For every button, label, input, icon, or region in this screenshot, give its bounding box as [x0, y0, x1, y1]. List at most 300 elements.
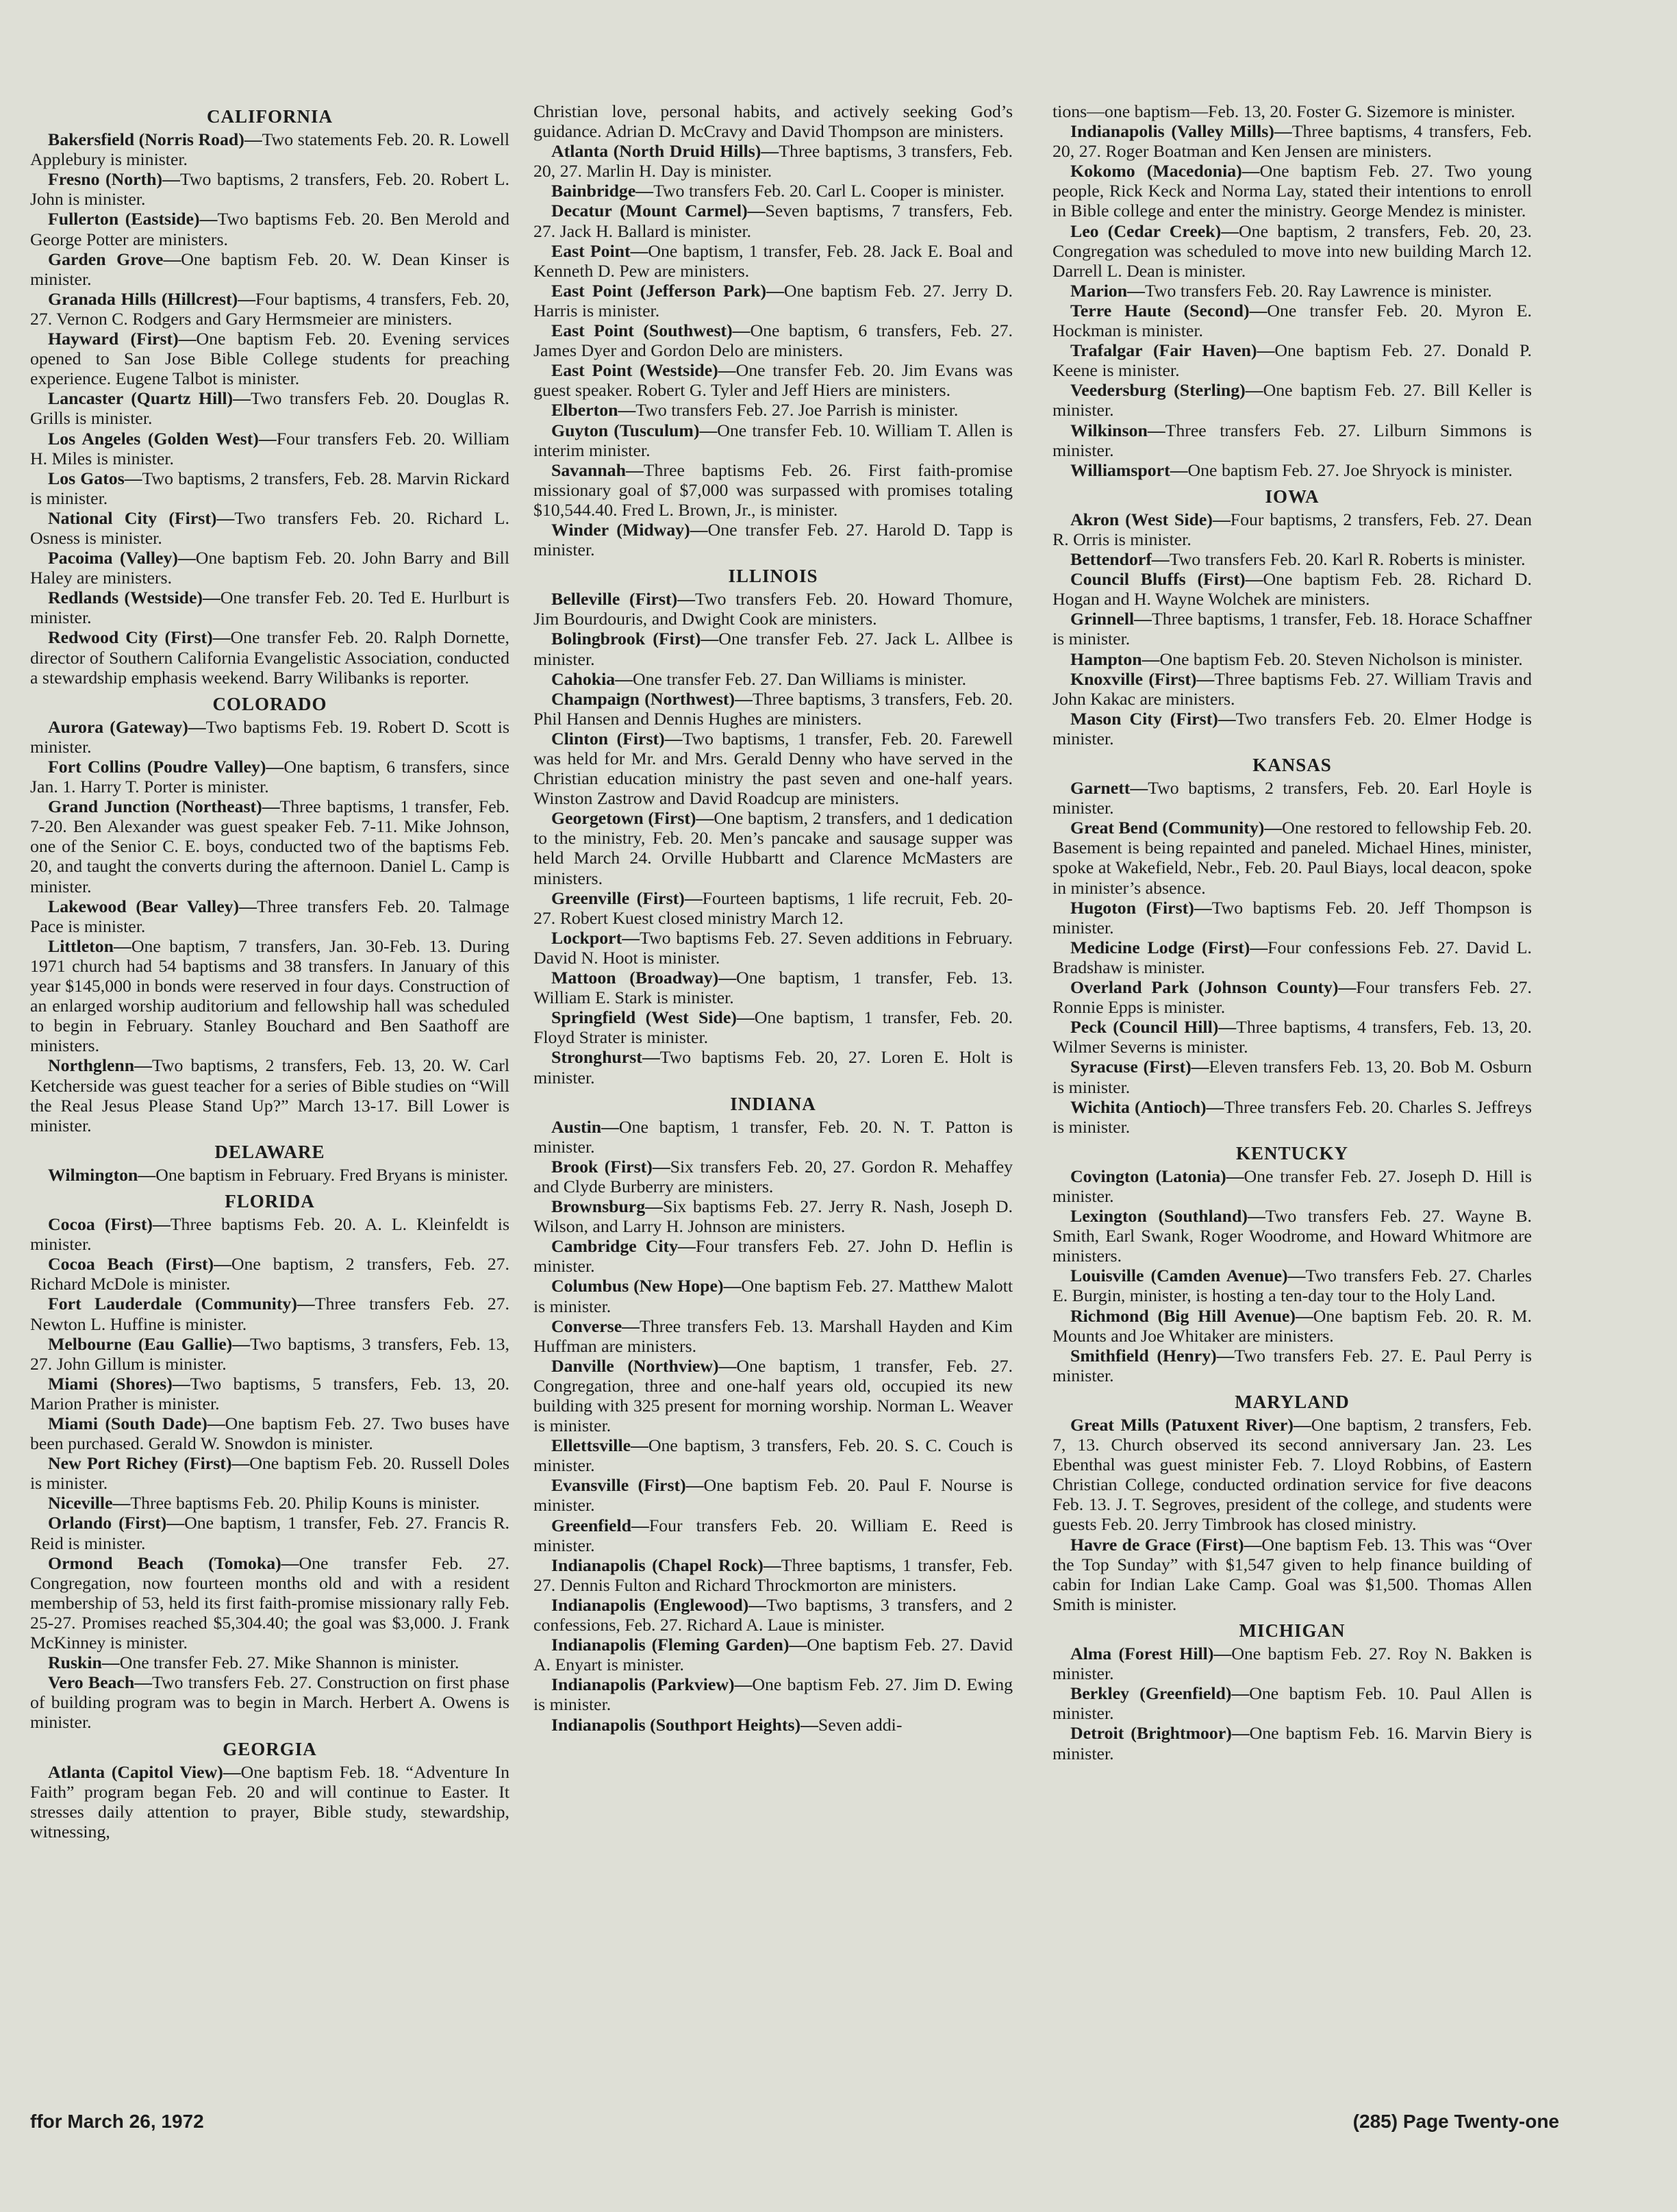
report-text: Three baptisms Feb. 20. A. L. Kleinfeldt is minister.	[30, 1214, 509, 1255]
church-name: Redlands (Westside)	[48, 588, 203, 608]
church-report-entry	[30, 1165, 509, 1185]
church-report-entry	[30, 1672, 509, 1732]
church-report-entry	[533, 589, 1013, 629]
church-report-entry	[1052, 460, 1532, 480]
em-dash: —	[1213, 1644, 1232, 1664]
church-name: Berkley (Greenfield)	[1070, 1683, 1232, 1704]
em-dash: —	[747, 201, 766, 221]
church-name: Havre de Grace (First)	[1070, 1534, 1244, 1555]
report-text: One transfer Feb. 27. Harold D. Tapp is minister.	[533, 519, 1013, 560]
report-text: One baptism Feb. 20. John Barry and Bill Haley are ministers.	[30, 548, 509, 588]
report-text: Two baptisms, 2 transfers, Feb. 28. Marvin Rickard is minister.	[30, 468, 509, 508]
report-text: Two baptisms Feb. 27. Seven additions in February. David N. Hoot is minister.	[533, 927, 1013, 968]
church-report-entry	[30, 1334, 509, 1374]
em-dash: —	[718, 360, 736, 381]
column-1	[30, 101, 509, 1842]
church-report-entry	[533, 181, 1013, 201]
em-dash: —	[1221, 221, 1239, 241]
em-dash: —	[262, 796, 280, 817]
church-name: Springfield (West Side)	[551, 1007, 737, 1028]
report-text: Four transfers Feb. 20. William H. Miles is minister.	[30, 428, 509, 468]
em-dash: —	[239, 896, 257, 916]
report-text: Four baptisms, 2 transfers, Feb. 27. Dean R. Orris is minister.	[1052, 509, 1532, 549]
report-text: One restored to fellowship Feb. 20. Basement is being repainted and paneled. Michael Hines, minister, spoke at Wakefield, Nebr., Feb. 20. Paul Biays, local deacon, spoke in minister’s absence.	[1052, 818, 1533, 898]
church-report-entry	[533, 928, 1013, 968]
em-dash: —	[1130, 778, 1148, 799]
em-dash: —	[1245, 569, 1263, 590]
em-dash: —	[199, 209, 218, 229]
report-text: Two transfers Feb. 27. Construction on first phase of building program was to begin in March. Herbert A. Owens is minister.	[30, 1672, 509, 1733]
church-report-entry	[1052, 1535, 1532, 1614]
church-report-entry	[533, 460, 1013, 520]
church-report-entry	[30, 548, 509, 588]
church-name: Granada Hills (Hillcrest)	[48, 288, 238, 309]
church-name: Miami (Shores)	[48, 1373, 173, 1394]
report-text: Seven baptisms, 7 transfers, Feb. 27. Jack H. Ballard is minister.	[533, 201, 1013, 241]
church-report-entry	[30, 1294, 509, 1333]
report-text: Two baptisms, 2 transfers, Feb. 13, 20. W. Carl Ketcherside was guest teacher for a series of Bible studies on “Will the Real Jesus Please Stand Up?” March 13-17. Bill Lower is minister.	[30, 1055, 509, 1135]
church-report-entry	[1052, 898, 1532, 938]
church-name: Greenfield	[551, 1515, 632, 1535]
report-text: Two transfers Feb. 20. Karl R. Roberts is minister.	[1169, 549, 1526, 570]
em-dash: —	[216, 507, 235, 528]
report-text: One baptism Feb. 27. Two young people, Rick Keck and Norma Lay, stated their intentions to enroll in Bible college and enter the ministry. George Mendez is minister.	[1052, 161, 1532, 221]
church-report-entry	[1052, 778, 1532, 818]
report-text: Three transfers Feb. 13. Marshall Hayden and Kim Huffman are ministers.	[533, 1316, 1013, 1356]
church-name: Champaign (Northwest)	[551, 688, 735, 709]
church-name: Fullerton (Eastside)	[48, 209, 200, 229]
church-report-entry	[1052, 420, 1532, 460]
em-dash: —	[258, 428, 277, 449]
church-report-entry	[1052, 1306, 1532, 1346]
state-heading: COLORADO	[212, 693, 327, 714]
church-name: Orlando (First)	[48, 1513, 167, 1533]
church-report-entry	[1052, 609, 1532, 649]
church-name: Cambridge City	[551, 1236, 679, 1257]
em-dash: —	[1191, 1057, 1209, 1077]
state-heading: ILLINOIS	[728, 566, 818, 587]
church-report-entry	[533, 1516, 1013, 1555]
report-text: Two baptisms, 1 transfer, Feb. 20. Farewell was held for Mr. and Mrs. Gerald Denny who have served in the Christian education ministry the past seven and one-half years. Winston Zastrow and David Roadcup are ministers.	[533, 728, 1013, 809]
em-dash: —	[223, 1761, 241, 1782]
church-report-entry	[533, 1475, 1013, 1515]
em-dash: —	[1226, 1166, 1244, 1186]
report-text: One baptism Feb. 27. Jerry D. Harris is minister.	[533, 280, 1013, 321]
church-report-entry	[30, 508, 509, 548]
em-dash: —	[1206, 1096, 1224, 1117]
church-name: Great Mills (Patuxent River)	[1070, 1415, 1294, 1435]
church-name: National City (First)	[48, 507, 217, 528]
church-name: Brook (First)	[551, 1156, 653, 1177]
report-text: One transfer Feb. 27. Jack L. Allbee is minister.	[533, 629, 1013, 669]
em-dash: —	[101, 1652, 120, 1673]
report-text: One baptism Feb. 27. Jim D. Ewing is minister.	[533, 1674, 1013, 1715]
report-text: Four transfers Feb. 20. William E. Reed is minister.	[533, 1515, 1013, 1555]
em-dash: —	[677, 589, 696, 609]
report-text: Two transfers Feb. 20. Ray Lawrence is minister.	[1144, 280, 1492, 301]
church-name: Niceville	[48, 1493, 113, 1513]
church-name: Council Bluffs (First)	[1070, 569, 1246, 590]
church-report-entry	[30, 1214, 509, 1254]
em-dash: —	[162, 169, 180, 190]
em-dash: —	[1257, 340, 1275, 361]
report-text: Two transfers Feb. 27. Wayne B. Smith, Earl Swank, Roger Woodrome, and Howard Whitmore are ministers.	[1052, 1206, 1532, 1266]
report-text: One baptism, 1 transfer, Feb. 13. William E. Stark is minister.	[533, 968, 1013, 1008]
em-dash: —	[238, 288, 255, 309]
report-text: One transfer Feb. 20. Jim Evans was guest speaker. Robert G. Tyler and Jeff Hiers are ministers.	[533, 360, 1013, 401]
report-text: Two transfers Feb. 20. Elmer Hodge is minister.	[1052, 708, 1532, 749]
report-text: Two transfers Feb. 20. Howard Thomure, Jim Bourdouris, and Dwight Cook are ministers.	[533, 589, 1013, 629]
church-name: Richmond (Big Hill Avenue)	[1070, 1305, 1296, 1326]
report-text: Six transfers Feb. 20, 27. Gordon R. Mehaffey and Clyde Burberry are ministers.	[533, 1156, 1013, 1196]
church-report-entry	[533, 281, 1013, 321]
church-report-entry	[1052, 1266, 1532, 1305]
church-name: Guyton (Tusculum)	[551, 420, 700, 440]
church-report-entry	[1052, 121, 1532, 161]
em-dash: —	[1244, 1534, 1262, 1555]
report-text: One baptism Feb. 20. Paul F. Nourse is minister.	[533, 1475, 1013, 1516]
em-dash: —	[177, 548, 196, 568]
church-report-entry	[30, 388, 509, 428]
church-name: Smithfield (Henry)	[1070, 1345, 1217, 1366]
em-dash: —	[678, 1236, 696, 1257]
church-name: Medicine Lodge (First)	[1070, 937, 1250, 957]
em-dash: —	[1134, 609, 1152, 629]
em-dash: —	[748, 1594, 767, 1615]
state-heading: MARYLAND	[1235, 1391, 1350, 1412]
em-dash: —	[1218, 1017, 1237, 1038]
report-text: One baptism, 1 transfer, Feb. 27. Francis R. Reid is minister.	[30, 1513, 510, 1553]
church-report-entry	[30, 1553, 509, 1652]
report-text: One transfer Feb. 10. William T. Allen is interim minister.	[533, 420, 1013, 460]
em-dash: —	[690, 519, 708, 540]
church-name: Williamsport	[1070, 460, 1170, 480]
church-report-entry	[1052, 1723, 1532, 1763]
church-report-entry	[533, 689, 1013, 729]
em-dash: —	[642, 1047, 660, 1068]
church-name: Indianapolis (Southport Heights)	[551, 1714, 801, 1735]
report-text: Two baptisms Feb. 20. Ben Merold and George Potter are ministers.	[30, 209, 509, 249]
church-name: Georgetown (First)	[551, 808, 696, 829]
em-dash: —	[1295, 1305, 1313, 1326]
church-name: Knoxville (First)	[1070, 668, 1197, 689]
em-dash: —	[134, 1055, 152, 1076]
church-name: Vero Beach	[48, 1672, 135, 1693]
church-report-entry	[1052, 340, 1532, 380]
church-name: Marion	[1070, 280, 1128, 301]
church-name: East Point (Westside)	[551, 360, 718, 381]
church-name: Cahokia	[551, 668, 616, 689]
church-report-entry	[533, 1196, 1013, 1236]
church-report-entry	[1052, 1057, 1532, 1096]
em-dash: —	[701, 629, 719, 649]
em-dash: —	[153, 1214, 171, 1235]
church-name: Lexington (Southland)	[1070, 1206, 1248, 1227]
em-dash: —	[718, 1355, 737, 1376]
report-text: Three transfers Feb. 20. Charles S. Jeffreys is minister.	[1052, 1096, 1533, 1137]
church-name: Fresno (North)	[48, 169, 163, 190]
report-text: One baptism Feb. 27. Two buses have been purchased. Gerald W. Snowdon is minister.	[30, 1413, 509, 1454]
church-name: Bakersfield (Norris Road)	[48, 129, 244, 150]
church-report-entry	[533, 1316, 1013, 1356]
report-text: Three baptisms, 4 transfers, Feb. 20, 27. Roger Boatman and Ken Jensen are ministers.	[1052, 121, 1532, 162]
footer-page-number: (285) Page Twenty-one	[1352, 2111, 1559, 2132]
state-heading: FLORIDA	[225, 1190, 315, 1211]
church-name: Ellettsville	[551, 1435, 631, 1456]
report-text: Two baptisms, 2 transfers, Feb. 20. Robert L. John is minister.	[30, 169, 509, 210]
em-dash: —	[1196, 668, 1215, 689]
state-heading: DELAWARE	[214, 1141, 325, 1162]
church-name: Cocoa (First)	[48, 1214, 153, 1235]
church-report-entry	[533, 1276, 1013, 1316]
church-report-entry	[533, 629, 1013, 668]
church-name: Wilkinson	[1070, 420, 1148, 440]
church-name: Miami (South Dade)	[48, 1413, 207, 1433]
church-name: Lakewood (Bear Valley)	[48, 896, 240, 916]
church-name: Kokomo (Macedonia)	[1070, 161, 1242, 181]
report-text: Three baptisms Feb. 20. Philip Kouns is minister.	[130, 1493, 480, 1513]
em-dash: —	[1231, 1723, 1250, 1744]
report-text: One transfer Feb. 27. Dan Williams is minister.	[632, 668, 967, 689]
em-dash: —	[763, 1555, 781, 1575]
church-name: Indianapolis (Parkview)	[551, 1674, 735, 1695]
church-report-entry	[1052, 1166, 1532, 1206]
church-name: Redwood City (First)	[48, 627, 213, 648]
em-dash: —	[203, 588, 220, 608]
report-text: One baptism, 2 transfers, Feb. 20, 23. Congregation was scheduled to move into new building March 12. Darrell L. Dean is minister.	[1052, 221, 1532, 281]
church-report-entry	[1052, 1346, 1532, 1385]
church-name: Winder (Midway)	[551, 519, 690, 540]
church-report-entry	[533, 141, 1013, 181]
church-name: Wilmington	[48, 1164, 138, 1185]
church-name: Atlanta (North Druid Hills)	[551, 141, 761, 162]
church-name: Syracuse (First)	[1070, 1057, 1191, 1077]
em-dash: —	[134, 1672, 153, 1693]
church-name: Elberton	[551, 400, 618, 420]
church-report-entry	[1052, 649, 1532, 669]
report-text: One transfer Feb. 27. Mike Shannon is minister.	[119, 1652, 459, 1673]
church-report-entry	[533, 968, 1013, 1007]
church-report-entry	[533, 1047, 1013, 1087]
em-dash: —	[214, 1254, 231, 1274]
report-text: One baptism, 6 transfers, Feb. 27. James Dyer and Gordon Delo are ministers.	[533, 321, 1013, 361]
church-report-entry	[533, 888, 1013, 928]
report-text: One baptism Feb. 20. Russell Doles is minister.	[30, 1453, 510, 1494]
report-text: Three baptisms, 3 transfers, Feb. 20, 27. Marlin H. Day is minister.	[533, 141, 1013, 181]
column-2	[533, 101, 1013, 1735]
church-report-entry	[533, 1007, 1013, 1047]
church-name: Terre Haute (Second)	[1070, 300, 1250, 321]
report-text: Three baptisms Feb. 26. First faith-promise missionary goal of $7,000 was surpassed with promises totaling $10,544.40. Fred L. Brown, Jr., is minister.	[533, 460, 1013, 520]
em-dash: —	[734, 1674, 753, 1695]
report-text: Two transfers Feb. 20. Carl L. Cooper is minister.	[653, 181, 1005, 201]
em-dash: —	[1249, 300, 1268, 321]
em-dash: —	[766, 280, 784, 301]
em-dash: —	[789, 1635, 807, 1655]
em-dash: —	[684, 888, 703, 908]
church-name: Melbourne (Eau Gallie)	[48, 1333, 233, 1354]
church-report-entry	[1052, 977, 1532, 1017]
church-report-entry	[30, 1453, 509, 1493]
church-report-entry	[1052, 510, 1532, 549]
church-name: Great Bend (Community)	[1070, 818, 1265, 838]
church-name: Bainbridge	[551, 181, 636, 201]
church-report-entry	[30, 1493, 509, 1513]
church-report-entry	[1052, 301, 1532, 340]
report-text: One baptism Feb. 18. “Adventure In Faith” program began Feb. 20 and will continue to Easter. It stresses daily attention to prayer, Bible study, stewardship, witnessing,	[30, 1761, 510, 1842]
em-dash: —	[172, 1373, 190, 1394]
report-text: One baptism Feb. 20. Steven Nicholson is minister.	[1159, 649, 1523, 669]
church-report-entry	[1052, 221, 1532, 281]
em-dash: —	[652, 1156, 670, 1177]
report-text: Two baptisms Feb. 19. Robert D. Scott is minister.	[30, 716, 509, 757]
em-dash: —	[266, 757, 284, 777]
footer-issue-date: ffor March 26, 1972	[30, 2111, 204, 2132]
report-text: One baptism in February. Fred Bryans is minister.	[155, 1164, 509, 1185]
church-report-entry	[30, 896, 509, 936]
church-report-entry	[30, 1762, 509, 1842]
state-heading: KENTUCKY	[1235, 1142, 1348, 1164]
em-dash: —	[1218, 708, 1236, 729]
church-report-entry	[533, 1117, 1013, 1157]
church-report-entry	[1052, 1097, 1532, 1137]
em-dash: —	[1264, 818, 1283, 838]
em-dash: —	[1293, 1415, 1311, 1435]
church-report-entry	[1052, 669, 1532, 709]
church-name: Louisville (Camden Avenue)	[1070, 1266, 1288, 1286]
church-name: Belleville (First)	[551, 589, 678, 609]
church-name: Aurora (Gateway)	[48, 716, 188, 737]
em-dash: —	[601, 1116, 619, 1137]
em-dash: —	[622, 1316, 640, 1336]
report-text: One baptism Feb. 27. Roy N. Bakken is minister.	[1052, 1644, 1532, 1684]
church-name: Stronghurst	[551, 1047, 642, 1068]
church-report-entry	[30, 796, 509, 896]
em-dash: —	[761, 141, 779, 162]
church-report-entry	[30, 1055, 509, 1135]
report-text: Seven addi-	[818, 1714, 903, 1735]
church-name: New Port Richey (First)	[48, 1453, 232, 1474]
report-text: One baptism Feb. 13. This was “Over the Top Sunday” with $1,547 given to help finance building of cabin for Indian Lake Camp. Goal was $1,500. Thomas Allen Smith is minister.	[1052, 1534, 1532, 1614]
report-text: One baptism Feb. 27. Matthew Malott is minister.	[533, 1276, 1013, 1316]
church-report-entry	[533, 321, 1013, 360]
church-name: Converse	[551, 1316, 622, 1336]
report-text: One baptism, 1 transfer, Feb. 27. Congregation, three and one-half years old, occupied its new building with 325 present for morning worship. Norman L. Weaver is minister.	[533, 1355, 1013, 1436]
em-dash: —	[212, 627, 231, 648]
church-report-entry	[1052, 161, 1532, 221]
church-report-entry	[30, 249, 509, 289]
em-dash: —	[1241, 161, 1260, 181]
report-text: One baptism Feb. 28. Richard D. Hogan and H. Wayne Wolchek are ministers.	[1052, 569, 1532, 609]
em-dash: —	[178, 329, 197, 349]
church-report-entry	[533, 1236, 1013, 1276]
report-text: Three transfers Feb. 20. Talmage Pace is minister.	[30, 896, 509, 936]
em-dash: —	[166, 1513, 185, 1533]
report-text: Two transfers Feb. 27. Charles E. Burgin, minister, is hosting a ten-day tour to the Holy Land.	[1052, 1266, 1532, 1306]
report-text: One baptism Feb. 20. R. M. Mounts and Joe Whitaker are ministers.	[1052, 1305, 1533, 1346]
em-dash: —	[615, 668, 633, 689]
church-report-entry	[533, 1674, 1013, 1714]
church-report-entry	[30, 936, 509, 1056]
state-heading: MICHIGAN	[1239, 1620, 1346, 1641]
church-report-entry	[30, 1413, 509, 1453]
report-text: One baptism Feb. 10. Paul Allen is minister.	[1052, 1683, 1532, 1724]
em-dash: —	[114, 935, 131, 956]
church-report-entry	[533, 1435, 1013, 1475]
church-report-entry	[1052, 938, 1532, 977]
church-report-entry	[1052, 1644, 1532, 1683]
em-dash: —	[163, 249, 181, 269]
church-name: Ormond Beach (Tomoka)	[48, 1553, 281, 1573]
em-dash: —	[718, 968, 736, 988]
church-name: Pacoima (Valley)	[48, 548, 178, 568]
report-text: One baptism, 2 transfers, and 1 dedication to the ministry, Feb. 20. Men’s pancake and sausage supper was held March 24. Orville Hubbartt and Clarence McMasters are ministers.	[533, 808, 1013, 888]
church-name: Austin	[551, 1116, 602, 1137]
em-dash: —	[1247, 1206, 1265, 1227]
church-report-entry	[30, 1652, 509, 1672]
report-text: Fourteen baptisms, 1 life recruit, Feb. 20-27. Robert Kuest closed ministry March 12.	[533, 888, 1013, 928]
church-report-entry	[30, 588, 509, 627]
church-report-entry	[1052, 709, 1532, 749]
church-report-entry	[1052, 1683, 1532, 1723]
church-report-entry	[30, 1254, 509, 1294]
report-text: Three baptisms, 1 transfer, Feb. 18. Horace Schaffner is minister.	[1052, 609, 1532, 649]
em-dash: —	[618, 400, 636, 420]
church-report-entry	[1052, 1206, 1532, 1266]
column-3	[1052, 101, 1532, 1763]
report-text: Three transfers Feb. 27. Lilburn Simmons is minister.	[1052, 420, 1532, 460]
report-text: One baptism, 1 transfer, Feb. 20. N. T. Patton is minister.	[533, 1116, 1013, 1157]
church-name: Detroit (Brightmoor)	[1070, 1723, 1232, 1744]
report-text: One baptism, 1 transfer, Feb. 20. Floyd Strater is minister.	[533, 1007, 1013, 1048]
em-dash: —	[625, 460, 644, 480]
church-report-entry	[1052, 380, 1532, 420]
report-text: One transfer Feb. 20. Ralph Dornette, director of Southern California Evangelistic Association, conducted a stewardship emphasis weekend. Barry Wilibanks is reporter.	[30, 627, 509, 688]
church-report-entry	[533, 520, 1013, 560]
church-report-entry	[30, 1513, 509, 1553]
church-name: Trafalgar (Fair Haven)	[1070, 340, 1257, 361]
report-text: Two baptisms, 3 transfers, and 2 confessions, Feb. 27. Richard A. Laue is minister.	[533, 1594, 1013, 1635]
church-report-entry	[30, 169, 509, 209]
report-text: One baptism Feb. 16. Marvin Biery is minister.	[1052, 1723, 1532, 1763]
church-report-entry	[30, 627, 509, 687]
church-report-entry	[533, 420, 1013, 460]
em-dash: —	[1151, 549, 1170, 570]
church-name: Hayward (First)	[48, 329, 179, 349]
church-report-entry	[1052, 1017, 1532, 1057]
church-name: Northglenn	[48, 1055, 135, 1076]
church-name: Littleton	[48, 935, 114, 956]
report-text: Two statements Feb. 20. R. Lowell Applebury is minister.	[30, 129, 509, 170]
entry-continuation: tions—one baptism—Feb. 13, 20. Foster G. Sizemore is minister.	[1052, 101, 1515, 121]
em-dash: —	[1231, 1683, 1250, 1704]
report-text: Three baptisms Feb. 27. William Travis and John Kakac are ministers.	[1052, 668, 1532, 709]
em-dash: —	[1245, 380, 1263, 401]
report-text: One transfer Feb. 20. Myron E. Hockman is minister.	[1052, 300, 1532, 341]
report-text: Three baptisms, 1 transfer, Feb. 27. Dennis Fulton and Richard Throckmorton are ministers.	[533, 1555, 1013, 1595]
report-text: One baptism, 2 transfers, Feb. 27. Richard McDole is minister.	[30, 1254, 509, 1294]
church-name: Mattoon (Broadway)	[551, 968, 719, 988]
report-text: One baptism Feb. 20. W. Dean Kinser is minister.	[30, 249, 509, 289]
church-report-entry	[533, 1635, 1013, 1674]
em-dash: —	[685, 1475, 704, 1496]
church-name: Garden Grove	[48, 249, 164, 269]
church-name: Bettendorf	[1070, 549, 1152, 570]
report-text: One baptism, 3 transfers, Feb. 20. S. C. Couch is minister.	[533, 1435, 1013, 1476]
em-dash: —	[696, 808, 714, 829]
church-report-entry	[533, 1715, 1013, 1735]
church-report-entry	[30, 468, 509, 508]
